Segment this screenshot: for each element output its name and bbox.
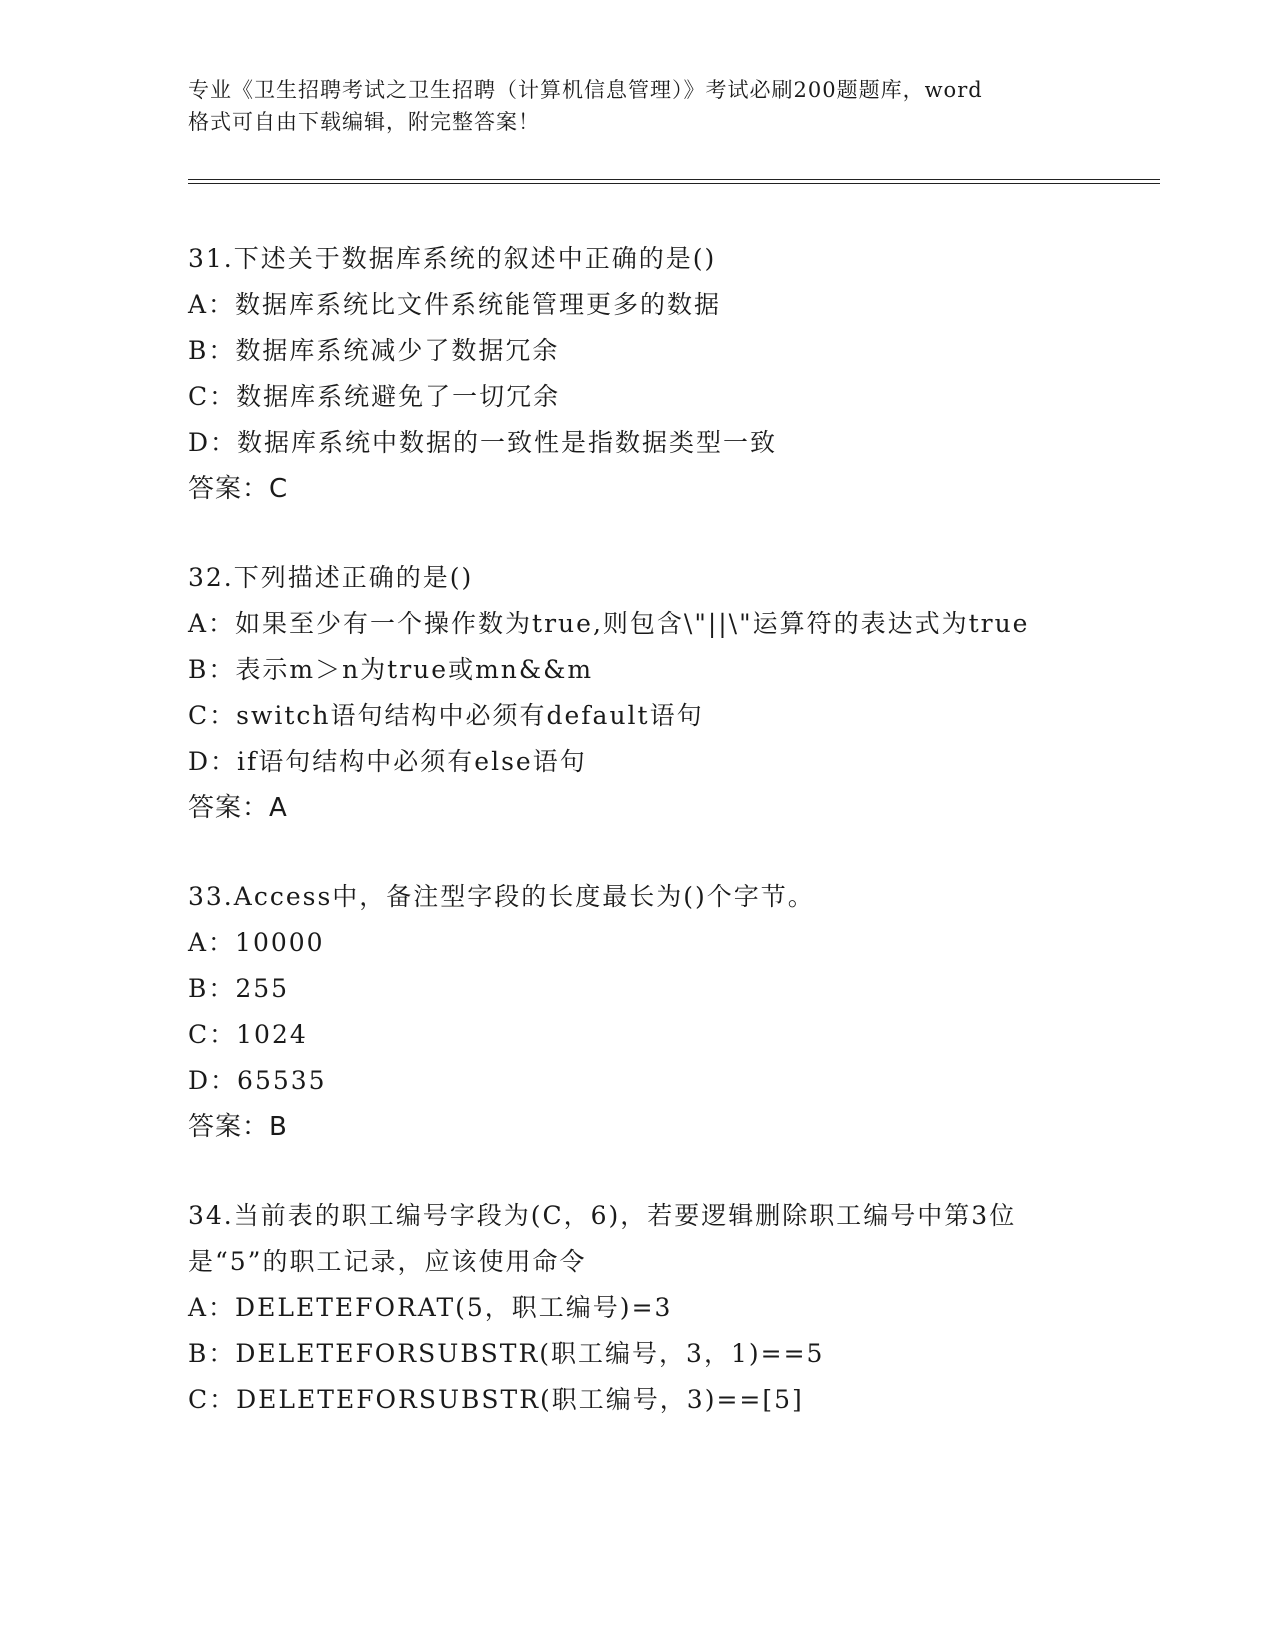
answer-label: 答案：C <box>188 474 289 504</box>
option-b: B：表示m＞n为true或mn&&m <box>188 655 594 684</box>
option-b: B：DELETEFORSUBSTR(职工编号，3，1)==5 <box>188 1339 825 1368</box>
question-stem: 33.Access中，备注型字段的长度最长为()个字节。 <box>188 882 815 911</box>
question-33 <box>188 874 1088 1150</box>
question-stem: 31.下述关于数据库系统的叙述中正确的是() <box>188 244 717 273</box>
option-a: A：DELETEFORAT(5，职工编号)=3 <box>188 1293 673 1322</box>
intro-line-1: 专业《卫生招聘考试之卫生招聘（计算机信息管理）》考试必刷200题题库，word <box>188 78 983 102</box>
question-stem: 34.当前表的职工编号字段为(C，6)，若要逻辑删除职工编号中第3位 <box>188 1201 1017 1230</box>
document-intro <box>188 74 1088 138</box>
question-stem-continued: 是“5”的职工记录，应该使用命令 <box>188 1247 587 1276</box>
option-c: C：数据库系统避免了一切冗余 <box>188 382 561 411</box>
option-b: B：数据库系统减少了数据冗余 <box>188 336 560 365</box>
question-stem: 32.下列描述正确的是() <box>188 563 474 592</box>
intro-line-2: 格式可自由下载编辑，附完整答案！ <box>188 110 540 134</box>
header-divider-top <box>188 179 1160 180</box>
option-a: A：如果至少有一个操作数为true,则包含\"||\"运算符的表达式为true <box>188 609 1030 638</box>
option-d: D：数据库系统中数据的一致性是指数据类型一致 <box>188 428 778 457</box>
option-c: C：1024 <box>188 1020 308 1049</box>
option-a: A：10000 <box>188 928 325 957</box>
question-34 <box>188 1193 1088 1423</box>
option-c: C：switch语句结构中必须有default语句 <box>188 701 704 730</box>
answer-label: 答案：A <box>188 793 288 823</box>
option-a: A：数据库系统比文件系统能管理更多的数据 <box>188 290 722 319</box>
option-d: D：65535 <box>188 1066 327 1095</box>
header-divider-bottom <box>188 183 1160 184</box>
question-32 <box>188 555 1088 831</box>
option-c: C：DELETEFORSUBSTR(职工编号，3)==[5] <box>188 1385 804 1414</box>
answer-label: 答案：B <box>188 1112 288 1142</box>
question-list <box>188 236 1088 1466</box>
question-31 <box>188 236 1088 512</box>
option-b: B：255 <box>188 974 290 1003</box>
option-d: D：if语句结构中必须有else语句 <box>188 747 587 776</box>
